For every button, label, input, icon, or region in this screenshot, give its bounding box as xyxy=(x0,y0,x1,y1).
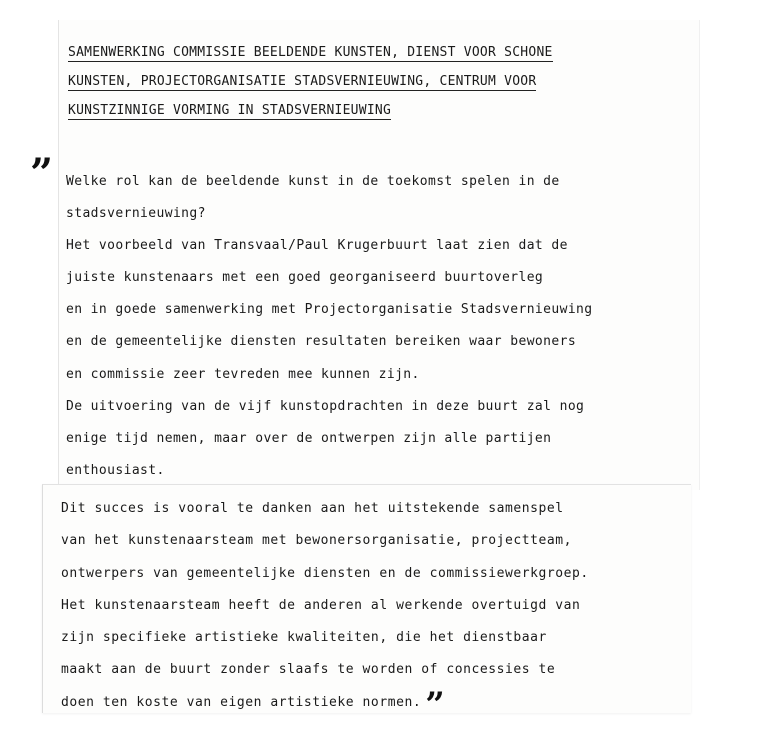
closing-quote-mark: ” xyxy=(425,684,446,725)
text-line: en de gemeentelijke diensten resultaten bereiken waar bewoners xyxy=(66,334,577,350)
text-line-last xyxy=(61,684,589,726)
heading-line xyxy=(68,73,688,102)
text-line: enige tijd nemen, maar over de ontwerpen zijn alle partijen xyxy=(66,430,552,446)
text-line: enthousiast. xyxy=(66,462,165,478)
text-line: van het kunstenaarsteam met bewonersorganisatie, projectteam, xyxy=(61,533,572,549)
heading-line-text: KUNSTZINNIGE VORMING IN STADSVERNIEUWING xyxy=(68,103,392,118)
quote-paragraph-1 xyxy=(66,173,593,494)
text-line: zijn specifieke artistieke kwaliteiten, die het dienstbaar xyxy=(61,630,547,646)
text-line: Het voorbeeld van Transvaal/Paul Krugerbuurt laat zien dat de xyxy=(66,238,568,254)
text-line: stadsvernieuwing? xyxy=(66,206,206,222)
text-line: maakt aan de buurt zonder slaafs te worden of concessies te xyxy=(61,662,556,678)
text-line: Welke rol kan de beeldende kunst in de toekomst spelen in de xyxy=(66,174,560,189)
heading-line xyxy=(68,44,688,73)
text-line: Het kunstenaarsteam heeft de anderen al werkende overtuigd van xyxy=(61,597,581,613)
text-line: ontwerpers van gemeentelijke diensten en de commissiewerkgroep. xyxy=(61,565,589,581)
text-line: Dit succes is vooral te danken aan het uitstekende samenspel xyxy=(61,501,564,516)
document-heading xyxy=(68,44,688,131)
text-line-content: doen ten koste van eigen artistieke normen. xyxy=(61,694,422,710)
text-line: en commissie zeer tevreden mee kunnen zijn. xyxy=(66,366,420,382)
quote-paragraph-2 xyxy=(61,500,589,726)
heading-line xyxy=(68,102,688,131)
heading-line-text: SAMENWERKING COMMISSIE BEELDENDE KUNSTEN, DIENST VOOR SCHONE xyxy=(68,45,553,60)
text-line: De uitvoering van de vijf kunstopdrachten in deze buurt zal nog xyxy=(66,398,585,414)
text-line: en in goede samenwerking met Projectorganisatie Stadsvernieuwing xyxy=(66,302,593,318)
opening-quote-mark: ” xyxy=(30,150,54,197)
text-line: juiste kunstenaars met een goed georganiseerd buurtoverleg xyxy=(66,270,544,286)
heading-line-text: KUNSTEN, PROJECTORGANISATIE STADSVERNIEUWING, CENTRUM VOOR xyxy=(68,74,537,89)
